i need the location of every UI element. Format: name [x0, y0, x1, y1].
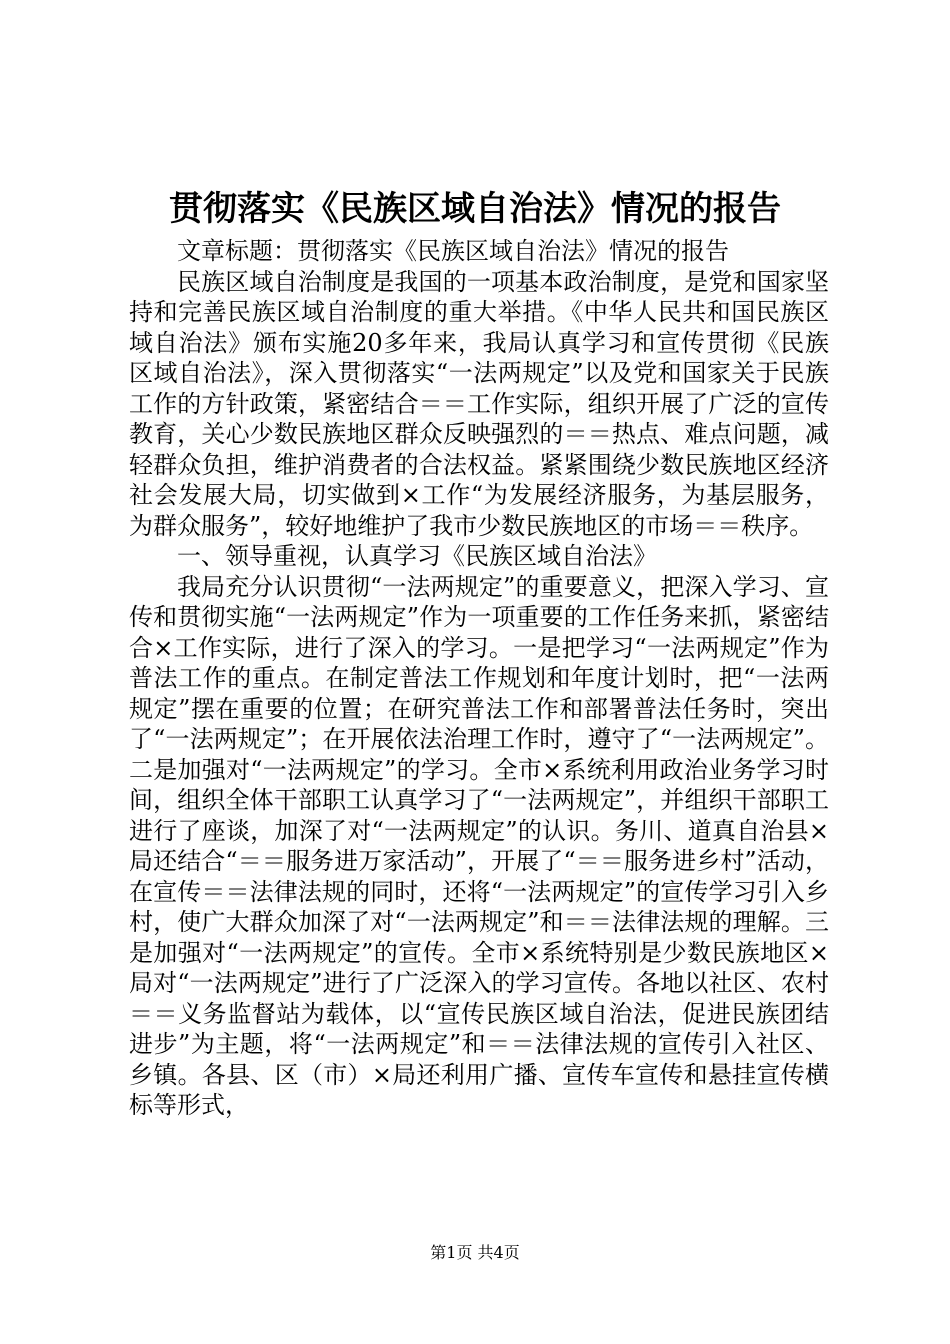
document-body	[129, 236, 829, 1121]
page-footer: 第1页 共4页	[430, 1243, 520, 1262]
section-1-paragraph: 我局充分认识贯彻“一法两规定”的重要意义，把深入学习、宣传和贯彻实施“一法两规定”作为一项重要的工作任务来抓，紧密结合×工作实际，进行了深入的学习。一是把学习“一法两规定”作为普法工作的重点。在制定普法工作规划和年度计划时，把“一法两规定”摆在重要的位置；在研究普法工作和部署普法任务时，突出了“一法两规定”；在开展依法治理工作时，遵守了“一法两规定”。二是加强对“一法两规定”的学习。全市×系统利用政治业务学习时间，组织全体干部职工认真学习了“一法两规定”，并组织干部职工进行了座谈，加深了对“一法两规定”的认识。务川、道真自治县×局还结合“＝＝服务进万家活动”，开展了“＝＝服务进乡村”活动，在宣传＝＝法律法规的同时，还将“一法两规定”的宣传学习引入乡村，使广大群众加深了对“一法两规定”和＝＝法律法规的理解。三是加强对“一法两规定”的宣传。全市×系统特别是少数民族地区×局对“一法两规定”进行了广泛深入的学习宣传。各地以社区、农村＝＝义务监督站为载体，以“宣传民族区域自治法，促进民族团结进步”为主题，将“一法两规定”和＝＝法律法规的宣传引入社区、乡镇。各县、区（市）×局还利用广播、宣传车宣传和悬挂宣传横标等形式，	[129, 572, 829, 1119]
article-title-line: 文章标题：贯彻落实《民族区域自治法》情况的报告	[177, 237, 729, 265]
document-title: 贯彻落实《民族区域自治法》情况的报告	[169, 189, 781, 229]
intro-paragraph: 民族区域自治制度是我国的一项基本政治制度，是党和国家坚持和完善民族区域自治制度的重大举措。《中华人民共和国民族区域自治法》颁布实施20多年来，我局认真学习和宣传贯彻《民族区域自治法》，深入贯彻落实“一法两规定”以及党和国家关于民族工作的方针政策，紧密结合＝＝工作实际，组织开展了广泛的宣传教育，关心少数民族地区群众反映强烈的＝＝热点、难点问题，减轻群众负担，维护消费者的合法权益。紧紧围绕少数民族地区经济社会发展大局，切实做到×工作“为发展经济服务，为基层服务，为群众服务”，较好地维护了我市少数民族地区的市场＝＝秩序。	[129, 267, 829, 540]
section-heading-1: 一、领导重视，认真学习《民族区域自治法》	[177, 542, 657, 570]
